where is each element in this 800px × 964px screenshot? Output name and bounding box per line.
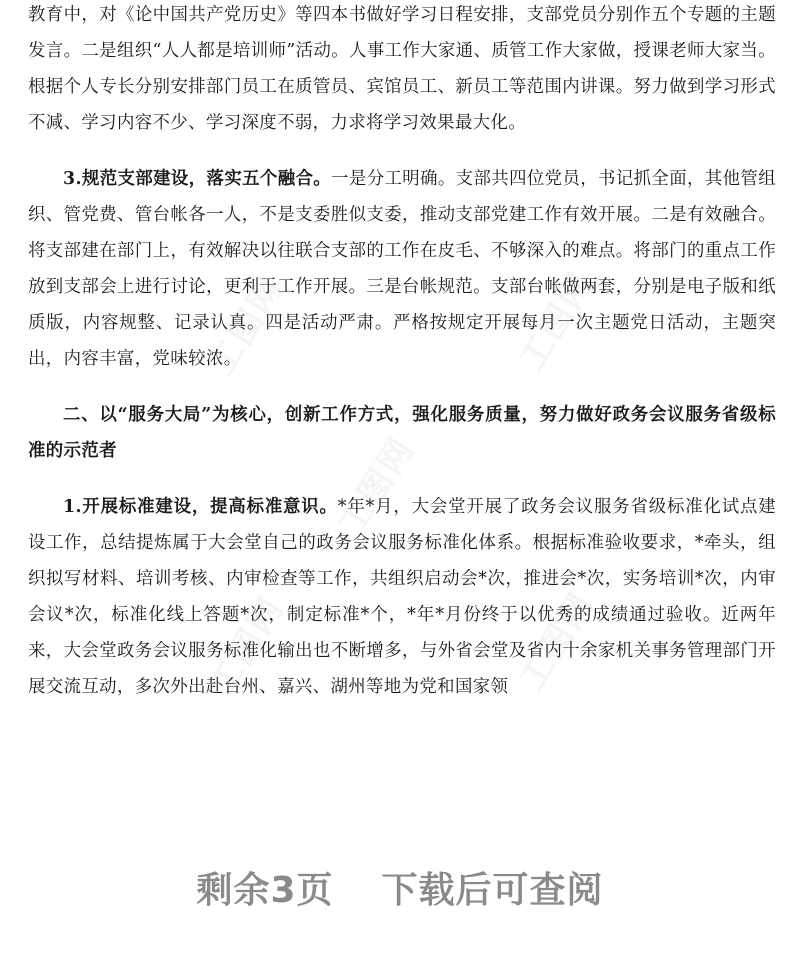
paragraph (28, 489, 776, 705)
section-heading (28, 397, 776, 469)
watermark: 工图网 (201, 589, 293, 703)
paragraph-text: *年*月，大会堂开展了政务会议服务省级标准化试点建设工作，总结提炼属于大会堂自己的政务会议服务标准化体系。根据标准验收要求，*牵头，组织拟写材料、培训考核、内审检查等工作，共组织启动会*次，推进会*次，实务培训*次，内审会议*次，标准化线上答题*次，制定标准*个，*年*月份终于以优秀的成绩通过验收。近两年来，大会堂政务会议服务标准化输出也不断增多，与外省会堂及省内十余家机关事务管理部门开展交流互动，多次外出赴台州、嘉兴、湖州等地为党和国家领 (28, 497, 776, 697)
watermark: 工图网 (511, 584, 603, 698)
paragraph-text: 教育中，对《论中国共产党历史》等四本书做好学习日程安排，支部党员分别作五个专题的主题发言。二是组织“人人都是培训师”活动。人事工作大家通、质管工作大家做，授课老师大家当。根据个人专长分别安排部门员工在质管员、宾馆员工、新员工等范围内讲课。努力做到学习形式不减、学习内容不少、学习深度不弱，力求将学习效果最大化。 (28, 5, 777, 133)
paragraph-text: 一是分工明确。支部共四位党员，书记抓全面，其他管组织、管党费、管台帐各一人，不是支委胜似支委，推动支部党建工作有效开展。二是有效融合。将支部建在部门上，有效解决以往联合支部的工作在皮毛、不够深入的难点。将部门的重点工作放到支部会上进行讨论，更利于工作开展。三是台帐规范。支部台帐做两套，分别是电子版和纸质版，内容规整、记录认真。四是活动严肃。严格按规定开展每月一次主题党日活动，主题突出，内容丰富，党味较浓。 (28, 169, 776, 369)
watermark: 工图网 (201, 269, 293, 383)
watermark: 工图网 (511, 264, 603, 378)
watermark: 工图网 (331, 429, 423, 543)
remaining-pages-banner (0, 862, 800, 913)
document-body (28, 0, 776, 705)
paragraph-lead: 1.开展标准建设，提高标准意识。 (63, 497, 338, 517)
section-heading-text: 二、以“服务大局”为核心，创新工作方式，强化服务质量，努力做好政务会议服务省级标准的示范者 (28, 405, 776, 461)
paragraph (28, 161, 776, 377)
download-to-view-text: 下载后可查阅 (381, 870, 604, 911)
paragraph-lead: 3.规范支部建设，落实五个融合。 (63, 169, 332, 189)
remaining-pages-text: 剩余3页 (196, 870, 334, 911)
paragraph (28, 0, 776, 141)
